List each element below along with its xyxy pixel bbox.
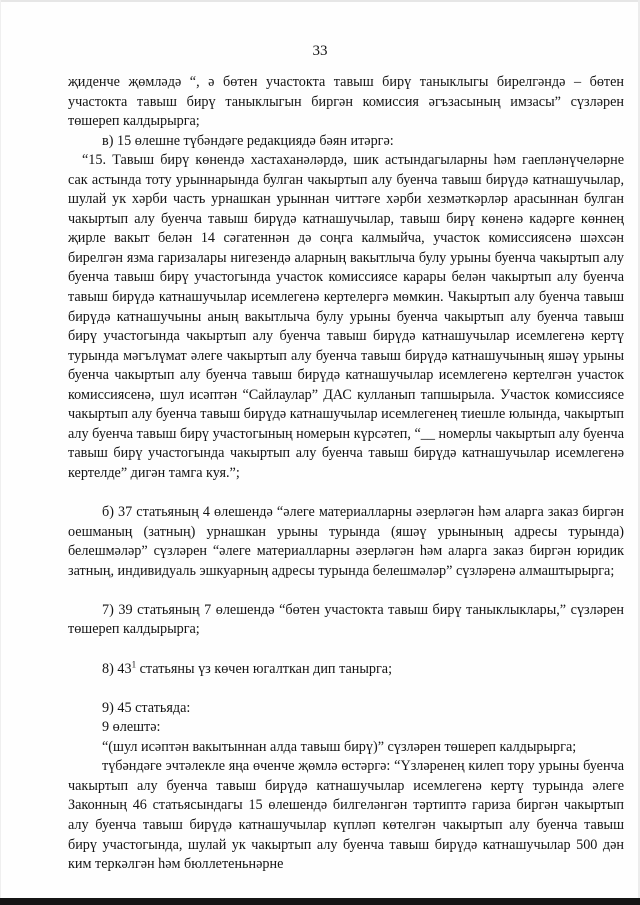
- paragraph-quoted-part-15: “15. Тавыш бирү көнендә хастаханәләрдә, шик астындагыларны һәм гаепләнүчеләрне сак астында тоту урыннарында булган чакыртып алу буенча тавыш бирүдә катнашучылар, шулай ук хәрби часть урнашкан урыннан читтәге хәрби хезмәткәрләр арасыннан булган чакыртып алу буенча тавыш бирүдә катнашучылар, тавыш бирү көненә кадәрге көннең җирле вакыт белән 14 сәгатеннән дә соңга калмыйча, участок комиссиясенә шәхсән бирелгән язма гаризалары нигезендә аларның вакытлыча булу урыны буенча чакыртып алу буенча тавыш бирү участогында участок комиссиясе карары белән чакыртып алу буенча тавыш бирүдә катнашучылар исемлегенә кертелергә мөмкин. Чакыртып алу буенча тавыш бирүдә катнашучыны аның вакытлыча булу урыны буенча чакыртып алу буенча тавыш бирү участогында чакыртып алу буенча тавыш бирүдә катнашучылар исемлегенә кертү турында мәгълүмат әлеге чакыртып алу буенча тавыш бирүдә катнашучының яшәү урыны буенча чакыртып алу буенча тавыш бирүдә катнашучылар исемлегенә кертелгән участок комиссиясенә, шул исәптән “Сайлаулар” ДАС кулланып тапшырыла. Участок комиссиясе чакыртып алу буенча тавыш бирүдә катнашучылар исемлегенең тиешле юлында, чакыртып алу буенча тавыш бирү участогының номерын күрсәтеп, “__ номерлы чакыртып алу буенча тавыш бирү участогында чакыртып алу буенча тавыш бирүдә катнашучылар исемлегенә кертелде” дигән тамга куя.”;: [68, 152, 624, 481]
- item-8-superscript: 1: [131, 658, 137, 669]
- paragraph-item-7: 7) 39 статьяның 7 өлешендә “бөтен участокта тавыш бирү таныклыклары,” сүзләрен төшереп калдырырга;: [68, 601, 624, 638]
- item-8-text: статьяны үз көчен югалткан дип танырга;: [136, 660, 393, 677]
- document-body: [68, 73, 624, 875]
- paragraph-item-8: [68, 660, 624, 680]
- item-8-prefix: 8) 43: [102, 660, 132, 677]
- paragraph-part-9-delete: “(шул исәптән вакытыннан алда тавыш бирү)” сүзләрен төшереп калдырырга;: [102, 738, 577, 755]
- paragraph-item-v: в) 15 өлешне түбәндәге редакциядә бәян итәргә:: [102, 132, 394, 149]
- paragraph-continuation: җиденче җөмләдә “, ә бөтен участокта тавыш бирү таныклыгы бирелгәндә – бөтен участокта тавыш бирү таныклыгын биргән комиссия әгъзасының имзасы” сүзләрен төшереп калдырырга;: [68, 74, 624, 130]
- paragraph-part-9-heading: 9 өлештә:: [102, 719, 161, 736]
- paragraph-part-9-addition: түбәндәге эчтәлекле яңа өченче җөмлә өстәргә: “Үзләренең килеп тору урыны буенча чакыртып алу буенча тавыш бирүдә катнашучылар исемлегенә кертү турында әлеге Законның 46 статьясындагы 15 өлешендә билгеләнгән тәртиптә гариза биргән чакыртып алу буенча тавыш бирүдә катнашучылар күпләп көтелгән чакыртып алу буенча тавыш бирү участогында, шулай ук чакыртып алу буенча тавыш бирүдә катнашучылар 500 дән ким теркәлгән һәм бюллетеньнәрне: [68, 758, 624, 873]
- scan-edge-top: [0, 0, 640, 2]
- paragraph-item-6: б) 37 статьяның 4 өлешендә “әлеге материалларны әзерләгән һәм аларга заказ биргән оешманың (затның) урнашкан урыны турында (яшәү урынының адресы турында) белешмәләр” сүзләрен “әлеге материалларны әзерләгән һәм аларга заказ биргән юридик затның, индивидуаль эшкуарның адресы турында белешмәләр” сүзләренә алмаштырырга;: [68, 504, 624, 579]
- scan-edge-left: [0, 0, 1, 905]
- paragraph-item-9: 9) 45 статьяда:: [102, 699, 191, 716]
- page-number: 33: [312, 43, 328, 59]
- scan-edge-bottom: [0, 898, 640, 905]
